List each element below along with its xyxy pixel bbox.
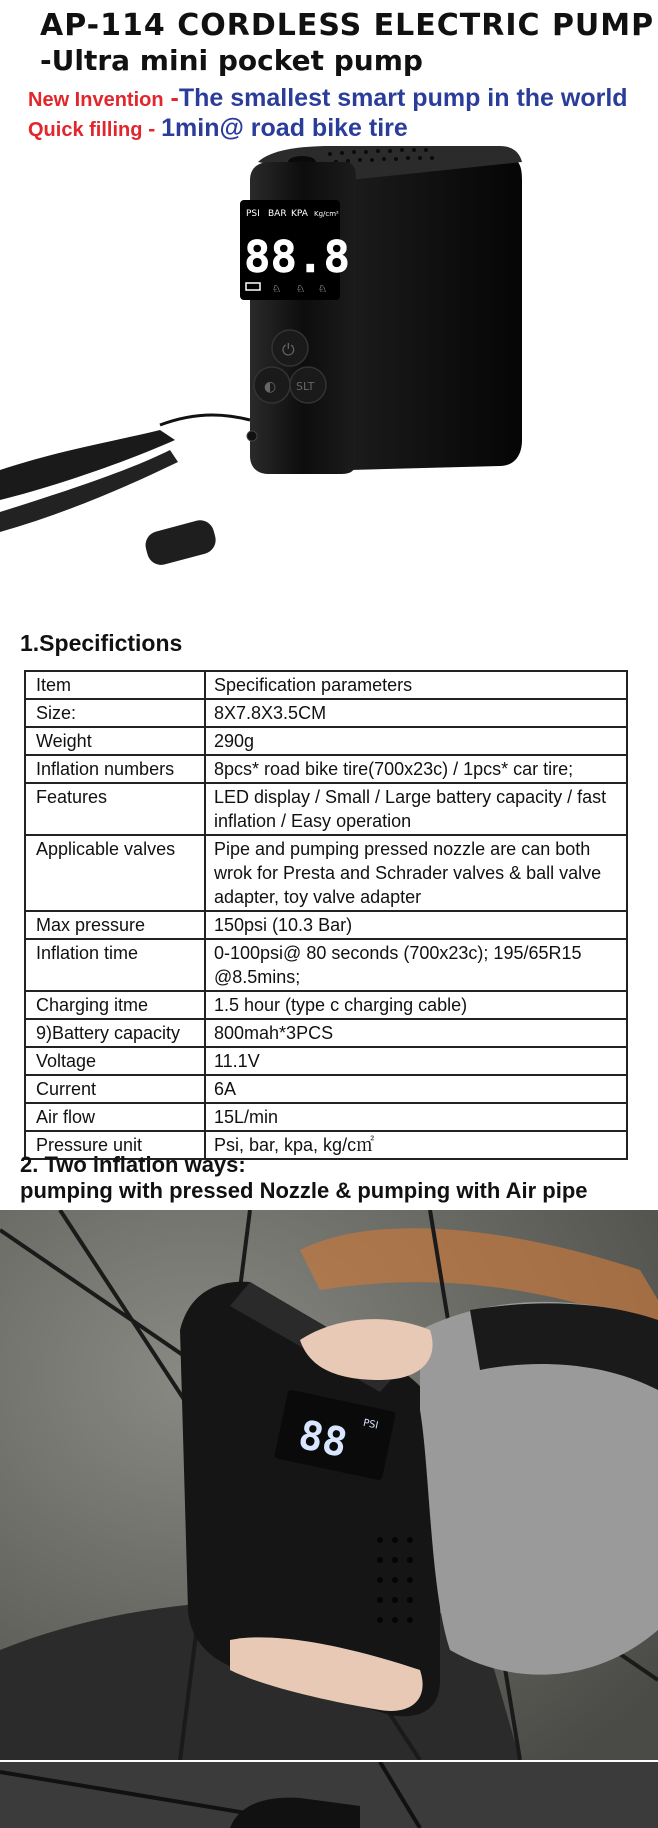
section2-subheading: pumping with pressed Nozzle & pumping with Air pipe [20, 1178, 588, 1203]
spec-row [25, 671, 627, 699]
spec-row [25, 939, 627, 991]
spec-key: Weight [25, 727, 205, 755]
spec-key: Inflation numbers [25, 755, 205, 783]
spec-table [24, 670, 628, 1160]
usage-photo-2-art [0, 1762, 658, 1828]
product-title: AP-114 CORDLESS ELECTRIC PUMP [40, 8, 655, 43]
hero-section [0, 0, 658, 630]
spec-value: 15L/min [205, 1103, 627, 1131]
tagline-separator: - [142, 118, 162, 141]
spec-key: Applicable valves [25, 835, 205, 911]
spec-row [25, 783, 627, 835]
tagline-separator: - [163, 84, 179, 112]
spec-value: Psi, bar, kpa, kg/c㎡ [205, 1131, 627, 1159]
mode-icon: ◐ [264, 379, 277, 395]
spec-row [25, 991, 627, 1019]
spec-row [25, 911, 627, 939]
usage-photo [0, 1210, 658, 1760]
spec-value: 6A [205, 1075, 627, 1103]
spec-row [25, 1019, 627, 1047]
tagline-quick-filling [28, 114, 408, 143]
spec-key: 9)Battery capacity [25, 1019, 205, 1047]
spec-key: Size: [25, 699, 205, 727]
power-icon: ⏻ [282, 340, 295, 359]
spec-row [25, 699, 627, 727]
spec-value: Specification parameters [205, 671, 627, 699]
display-unit-psi: PSI [246, 209, 260, 219]
tagline-invention-label: New Invention [28, 89, 164, 111]
spec-row [25, 1075, 627, 1103]
usage-photo-2 [0, 1762, 658, 1828]
spec-key: Features [25, 783, 205, 835]
display-digits: 88.8 [244, 232, 350, 283]
spec-value: 1.5 hour (type c charging cable) [205, 991, 627, 1019]
usage-photo-art [0, 1210, 658, 1760]
photo-display-label: PSI [361, 1417, 380, 1432]
specifications-heading: 1.Specifictions [20, 630, 183, 656]
spec-row [25, 835, 627, 911]
spec-value: LED display / Small / Large battery capacity / fast inflation / Easy operation [205, 783, 627, 835]
spec-value: 290g [205, 727, 627, 755]
spec-key: Max pressure [25, 911, 205, 939]
spec-row [25, 1047, 627, 1075]
spec-value: 800mah*3PCS [205, 1019, 627, 1047]
spec-row [25, 727, 627, 755]
section2-heading: 2. Two inflation ways: [20, 1152, 246, 1177]
spec-value: 150psi (10.3 Bar) [205, 911, 627, 939]
spec-value: 8pcs* road bike tire(700x23c) / 1pcs* car tire; [205, 755, 627, 783]
spec-key: Charging itme [25, 991, 205, 1019]
spec-value: 8X7.8X3.5CM [205, 699, 627, 727]
lanyard-clip [142, 517, 218, 568]
tagline-invention-text: The smallest smart pump in the world [178, 84, 628, 112]
svg-text:♘: ♘ [272, 284, 281, 295]
spec-row [25, 1103, 627, 1131]
spec-key: Pressure unit [25, 1131, 205, 1159]
spec-value: Pipe and pumping pressed nozzle are can both wrok for Presta and Schrader valves & ball valve adapter, toy valve adapter [205, 835, 627, 911]
photo-display-digits: 88 [294, 1412, 352, 1468]
pump-product-image [0, 140, 658, 630]
spec-value: 0-100psi@ 80 seconds (700x23c); 195/65R15 @8.5mins; [205, 939, 627, 991]
slt-label: SLT [296, 380, 315, 393]
svg-text:♘: ♘ [318, 284, 327, 295]
display-unit-kpa: KPA [291, 209, 308, 219]
spec-key: Current [25, 1075, 205, 1103]
spec-key: Voltage [25, 1047, 205, 1075]
product-subtitle: -Ultra mini pocket pump [40, 44, 423, 77]
spec-key: Inflation time [25, 939, 205, 991]
spec-key: Item [25, 671, 205, 699]
spec-key: Air flow [25, 1103, 205, 1131]
svg-text:♘: ♘ [296, 284, 305, 295]
spec-row [25, 755, 627, 783]
tagline-quick-text: 1min@ road bike tire [161, 114, 408, 142]
tagline-quick-label: Quick filling [28, 119, 143, 141]
spec-value: 11.1V [205, 1047, 627, 1075]
tagline-invention [28, 84, 628, 113]
display-unit-kgcm: Kg/cm² [314, 210, 339, 218]
display-unit-bar: BAR [268, 209, 287, 219]
